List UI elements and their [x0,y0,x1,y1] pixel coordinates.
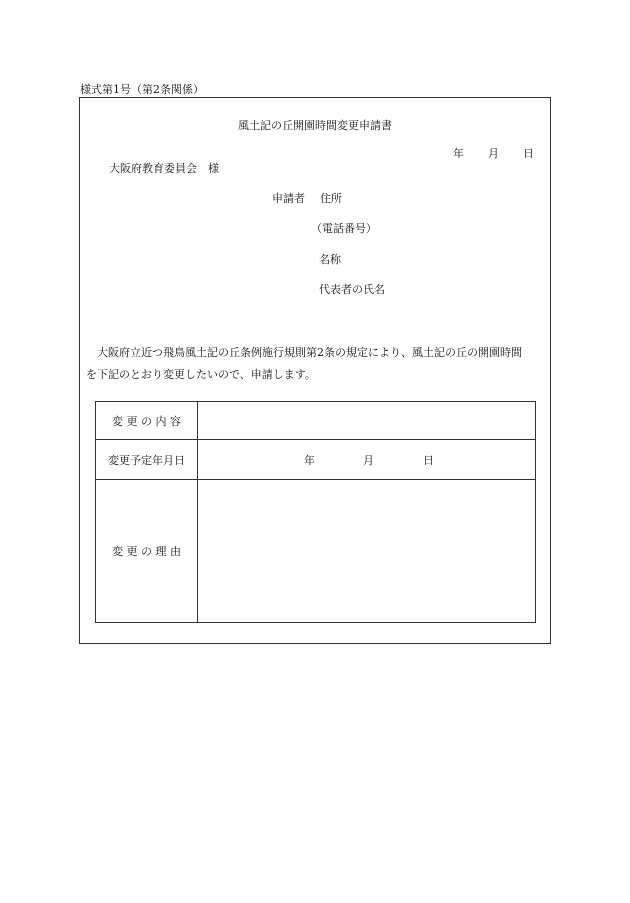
table-row-change-content [96,402,536,440]
application-statement-line-2: を下記のとおり変更したいので、申請します。 [86,368,316,381]
applicant-heading: 申請者 [272,192,305,205]
application-statement [86,342,546,386]
applicant-phone-label: （電話番号） [311,222,377,235]
change-date-month-label: 月 [363,453,374,467]
change-date-label: 変更予定年月日 [96,440,198,480]
application-statement-line-1: 大阪府立近つ飛鳥風土記の丘条例施行規則第2条の規定により、風土記の丘の開園時間 [86,346,522,359]
table-row-change-date [96,440,536,480]
change-content-field[interactable] [198,402,536,440]
change-reason-field[interactable] [198,480,536,623]
form-title: 風土記の丘開園時間変更申請書 [238,119,392,132]
change-date-day-label: 日 [423,453,434,467]
applicant-name-label: 名称 [319,253,341,266]
addressee: 大阪府教育委員会 様 [109,162,219,175]
date-year-label: 年 [453,147,464,160]
change-date-field[interactable] [198,440,536,480]
applicant-representative-label: 代表者の氏名 [319,283,385,296]
applicant-address-label: 住所 [320,192,342,205]
change-reason-label: 変 更 の 理 由 [96,480,198,623]
date-month-label: 月 [488,147,499,160]
table-row-change-reason [96,480,536,623]
change-content-label: 変 更 の 内 容 [96,402,198,440]
change-details-table [95,401,536,623]
change-date-year-label: 年 [304,453,315,467]
date-day-label: 日 [523,147,534,160]
form-number: 様式第1号（第2条関係） [80,83,204,96]
